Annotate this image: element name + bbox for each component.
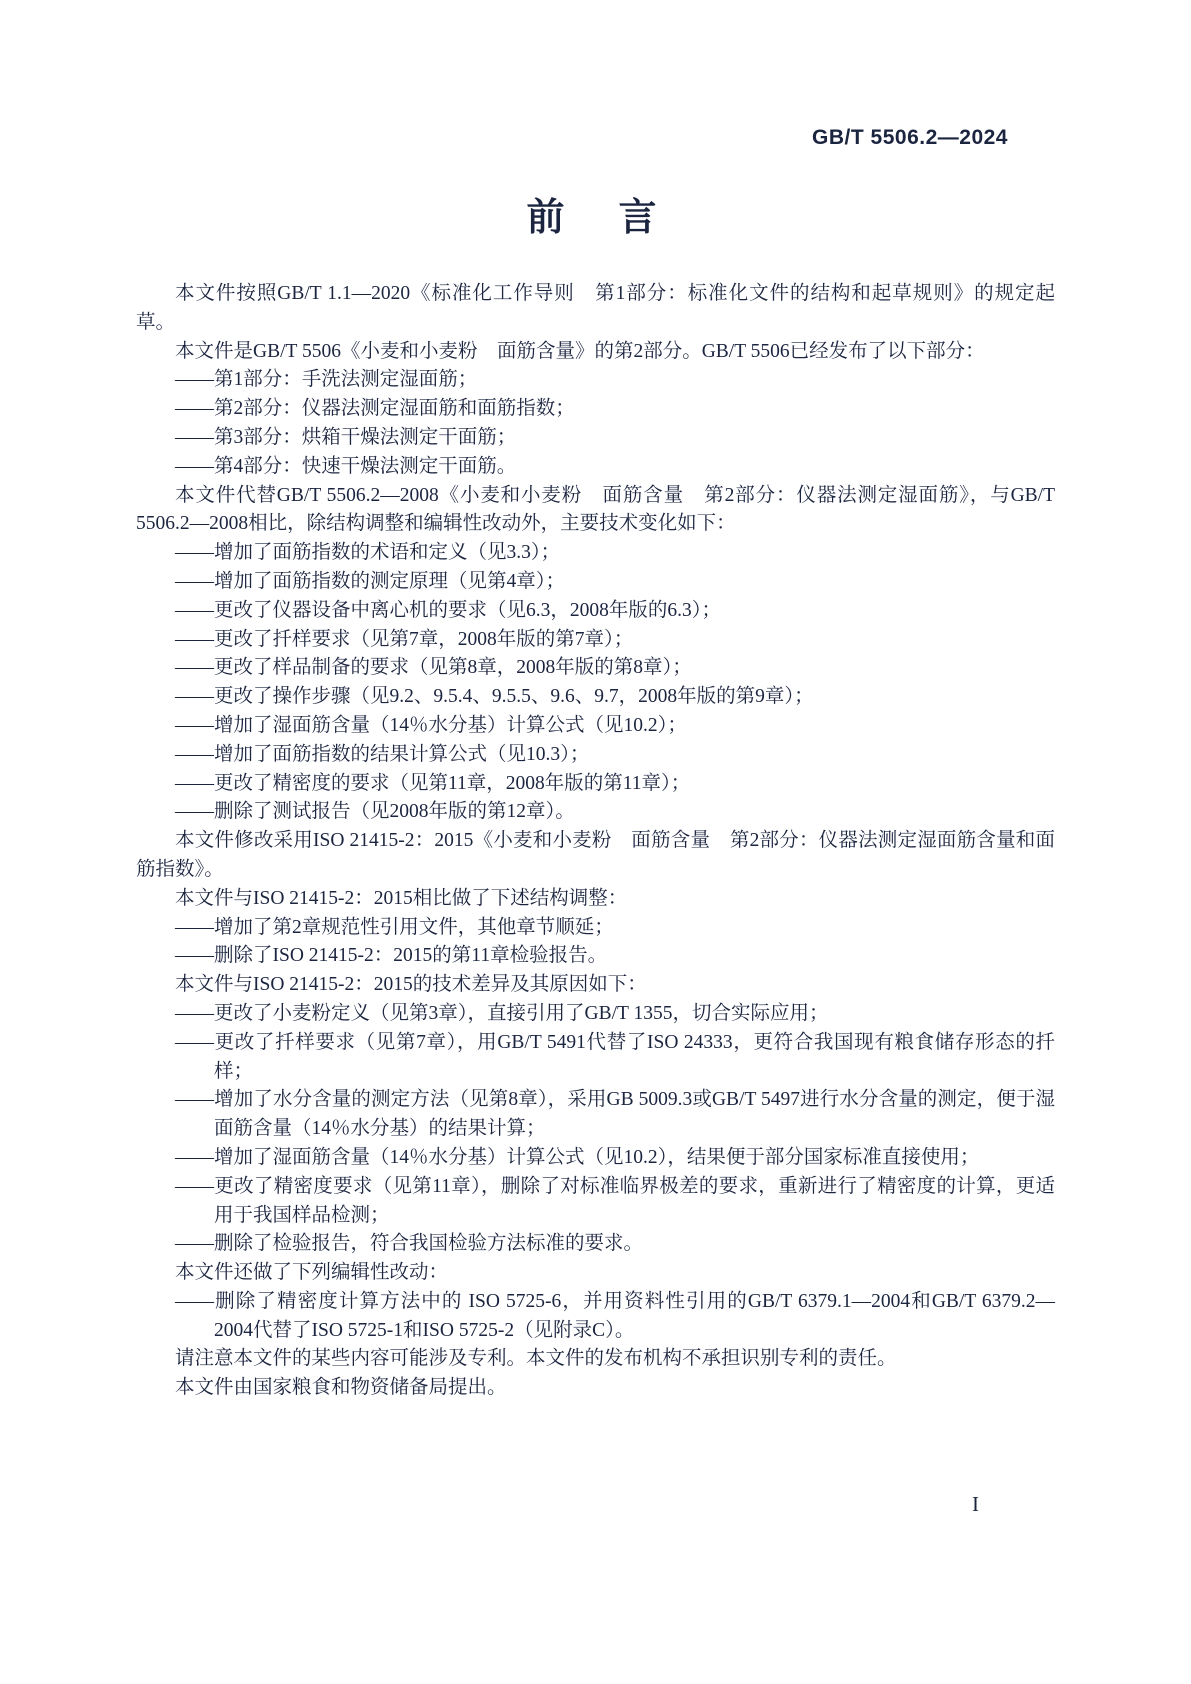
- paragraph: 本文件代替GB/T 5506.2—2008《小麦和小麦粉 面筋含量 第2部分：仪器法测定湿面筋》，与GB/T 5506.2—2008相比，除结构调整和编辑性改动外，主要技术变化如下：: [136, 484, 1055, 535]
- document-body: [136, 280, 1055, 1403]
- list-item: ——更改了操作步骤（见9.2、9.5.4、9.5.5、9.6、9.7，2008年版的第9章）；: [175, 686, 814, 708]
- list-item: ——增加了第2章规范性引用文件，其他章节顺延；: [175, 916, 614, 938]
- list-item: ——增加了湿面筋含量（14％水分基）计算公式（见10.2）；: [175, 714, 687, 736]
- list-item: ——更改了精密度的要求（见第11章，2008年版的第11章）；: [175, 772, 691, 794]
- paragraph: 本文件是GB/T 5506《小麦和小麦粉 面筋含量》的第2部分。GB/T 5506已经发布了以下部分：: [175, 340, 985, 362]
- list-item: ——更改了扦样要求（见第7章，2008年版的第7章）；: [175, 628, 634, 650]
- list-item: ——更改了精密度要求（见第11章），删除了对标准临界极差的要求，重新进行了精密度的计算，更适用于我国样品检测；: [175, 1175, 1055, 1226]
- list-item: ——增加了面筋指数的结果计算公式（见10.3）；: [175, 743, 590, 765]
- list-item: ——第3部分：烘箱干燥法测定干面筋；: [175, 426, 517, 448]
- list-item: ——删除了精密度计算方法中的 ISO 5725-6，并用资料性引用的GB/T 6379.1—2004和GB/T 6379.2—2004代替了ISO 5725-1和ISO 5725-2（见附录C）。: [175, 1290, 1055, 1341]
- list-item: ——更改了仪器设备中离心机的要求（见6.3，2008年版的6.3）；: [175, 599, 722, 621]
- list-item: ——增加了湿面筋含量（14％水分基）计算公式（见10.2），结果便于部分国家标准直接使用；: [175, 1146, 980, 1168]
- paragraph: 本文件与ISO 21415-2：2015相比做了下述结构调整：: [175, 887, 628, 909]
- list-item: ——更改了样品制备的要求（见第8章，2008年版的第8章）；: [175, 657, 692, 679]
- list-item: ——更改了扦样要求（见第7章），用GB/T 5491代替了ISO 24333，更符合我国现有粮食储存形态的扦样；: [175, 1031, 1055, 1082]
- list-item: ——删除了检验报告，符合我国检验方法标准的要求。: [175, 1233, 644, 1255]
- list-item: ——第2部分：仪器法测定湿面筋和面筋指数；: [175, 398, 575, 420]
- paragraph: 本文件按照GB/T 1.1—2020《标准化工作导则 第1部分：标准化文件的结构和起草规则》的规定起草。: [136, 283, 1055, 333]
- paragraph: 本文件与ISO 21415-2：2015的技术差异及其原因如下：: [175, 974, 647, 996]
- list-item: ——第4部分：快速干燥法测定干面筋。: [175, 455, 517, 477]
- list-item: ——增加了面筋指数的测定原理（见第4章）；: [175, 570, 566, 592]
- list-item: ——删除了ISO 21415-2：2015的第11章检验报告。: [175, 945, 608, 967]
- list-item: ——增加了面筋指数的术语和定义（见3.3）；: [175, 542, 561, 564]
- list-item: ——第1部分：手洗法测定湿面筋；: [175, 369, 478, 391]
- list-item: ——增加了水分含量的测定方法（见第8章），采用GB 5009.3或GB/T 5497进行水分含量的测定，便于湿面筋含量（14％水分基）的结果计算；: [175, 1089, 1055, 1140]
- page-title: 前 言: [526, 197, 665, 239]
- paragraph: 本文件由国家粮食和物资储备局提出。: [175, 1377, 507, 1399]
- page-number: I: [972, 1492, 979, 1516]
- doc-number: GB/T 5506.2—2024: [812, 126, 1008, 149]
- list-item: ——更改了小麦粉定义（见第3章），直接引用了GB/T 1355，切合实际应用；: [175, 1002, 829, 1024]
- paragraph: 本文件修改采用ISO 21415-2：2015《小麦和小麦粉 面筋含量 第2部分：仪器法测定湿面筋含量和面筋指数》。: [136, 830, 1055, 880]
- paragraph: 请注意本文件的某些内容可能涉及专利。本文件的发布机构不承担识别专利的责任。: [175, 1348, 897, 1370]
- paragraph: 本文件还做了下列编辑性改动：: [175, 1262, 449, 1284]
- list-item: ——删除了测试报告（见2008年版的第12章）。: [175, 801, 575, 823]
